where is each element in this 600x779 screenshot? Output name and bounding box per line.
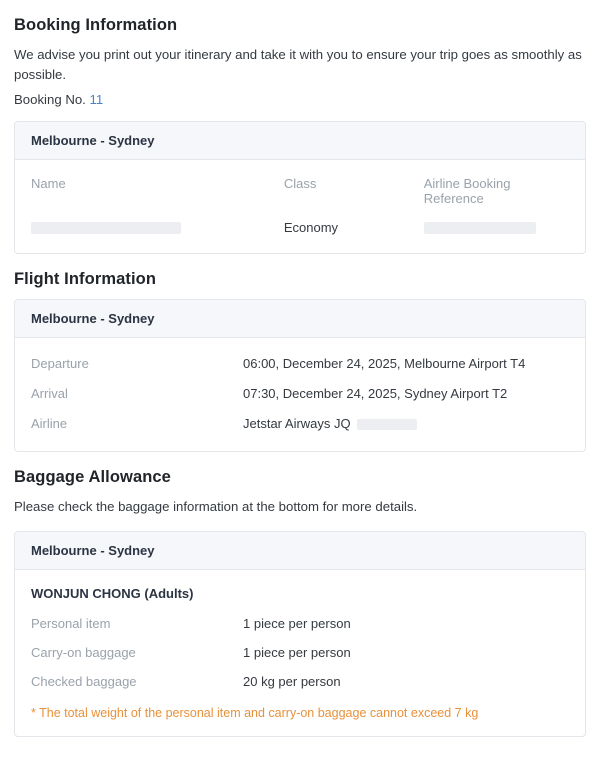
baggage-label-carry-on: Carry-on baggage	[31, 645, 136, 661]
flight-card	[14, 299, 586, 452]
flight-value-airline-text: Jetstar Airways JQ	[243, 415, 351, 431]
flight-row-airline	[31, 412, 569, 435]
baggage-card	[14, 531, 586, 737]
baggage-value-personal-item: 1 piece per person	[243, 616, 351, 632]
baggage-label-checked: Checked baggage	[31, 674, 137, 690]
table-row	[31, 210, 569, 237]
booking-number	[14, 92, 586, 107]
cell-class: Economy	[283, 219, 339, 235]
flight-value-departure: 06:00, December 24, 2025, Melbourne Airport T4	[243, 355, 526, 371]
flight-card-body	[15, 338, 585, 451]
booking-card	[14, 121, 586, 254]
flight-label-airline: Airline	[31, 415, 68, 431]
flight-value-airline	[243, 416, 417, 431]
flight-card-title: Melbourne - Sydney	[15, 300, 585, 338]
column-header-class: Class	[283, 175, 317, 191]
cell-airline-reference	[424, 210, 569, 237]
baggage-value-carry-on: 1 piece per person	[243, 645, 351, 661]
baggage-allowance-note: Please check the baggage information at the bottom for more details.	[14, 498, 418, 514]
flight-value-arrival: 07:30, December 24, 2025, Sydney Airport T2	[243, 385, 508, 401]
baggage-card-body	[15, 570, 585, 736]
cell-passenger-name	[31, 210, 284, 237]
booking-information-note: We advise you print out your itinerary and take it with you to ensure your trip goes as smoothly as possible.	[14, 47, 582, 83]
passenger-table	[31, 174, 569, 237]
baggage-row-carry-on	[31, 642, 569, 663]
baggage-label-personal-item: Personal item	[31, 616, 111, 632]
table-header-row	[31, 174, 569, 210]
booking-card-title: Melbourne - Sydney	[15, 122, 585, 160]
redacted-reference-block	[424, 222, 536, 234]
baggage-row-checked	[31, 671, 569, 692]
flight-row-departure	[31, 352, 569, 375]
redacted-name-block	[31, 222, 181, 234]
baggage-value-checked: 20 kg per person	[243, 674, 341, 690]
baggage-warning-text: * The total weight of the personal item and carry-on baggage cannot exceed 7 kg	[31, 706, 479, 721]
baggage-row-personal-item	[31, 613, 569, 634]
flight-information-title: Flight Information	[14, 269, 157, 288]
flight-label-departure: Departure	[31, 355, 89, 371]
baggage-card-title: Melbourne - Sydney	[15, 532, 585, 570]
booking-number-value: 11	[89, 91, 104, 107]
flight-row-arrival	[31, 382, 569, 405]
column-header-reference: Airline Booking Reference	[423, 175, 511, 206]
baggage-allowance-title: Baggage Allowance	[14, 467, 171, 486]
baggage-passenger-name: WONJUN CHONG (Adults)	[31, 586, 194, 602]
booking-card-body	[15, 160, 585, 253]
flight-label-arrival: Arrival	[31, 385, 68, 401]
booking-information-title: Booking Information	[14, 16, 178, 34]
column-header-name: Name	[31, 175, 66, 191]
booking-number-label: Booking No.	[14, 91, 86, 107]
redacted-flight-number-block	[357, 419, 417, 430]
